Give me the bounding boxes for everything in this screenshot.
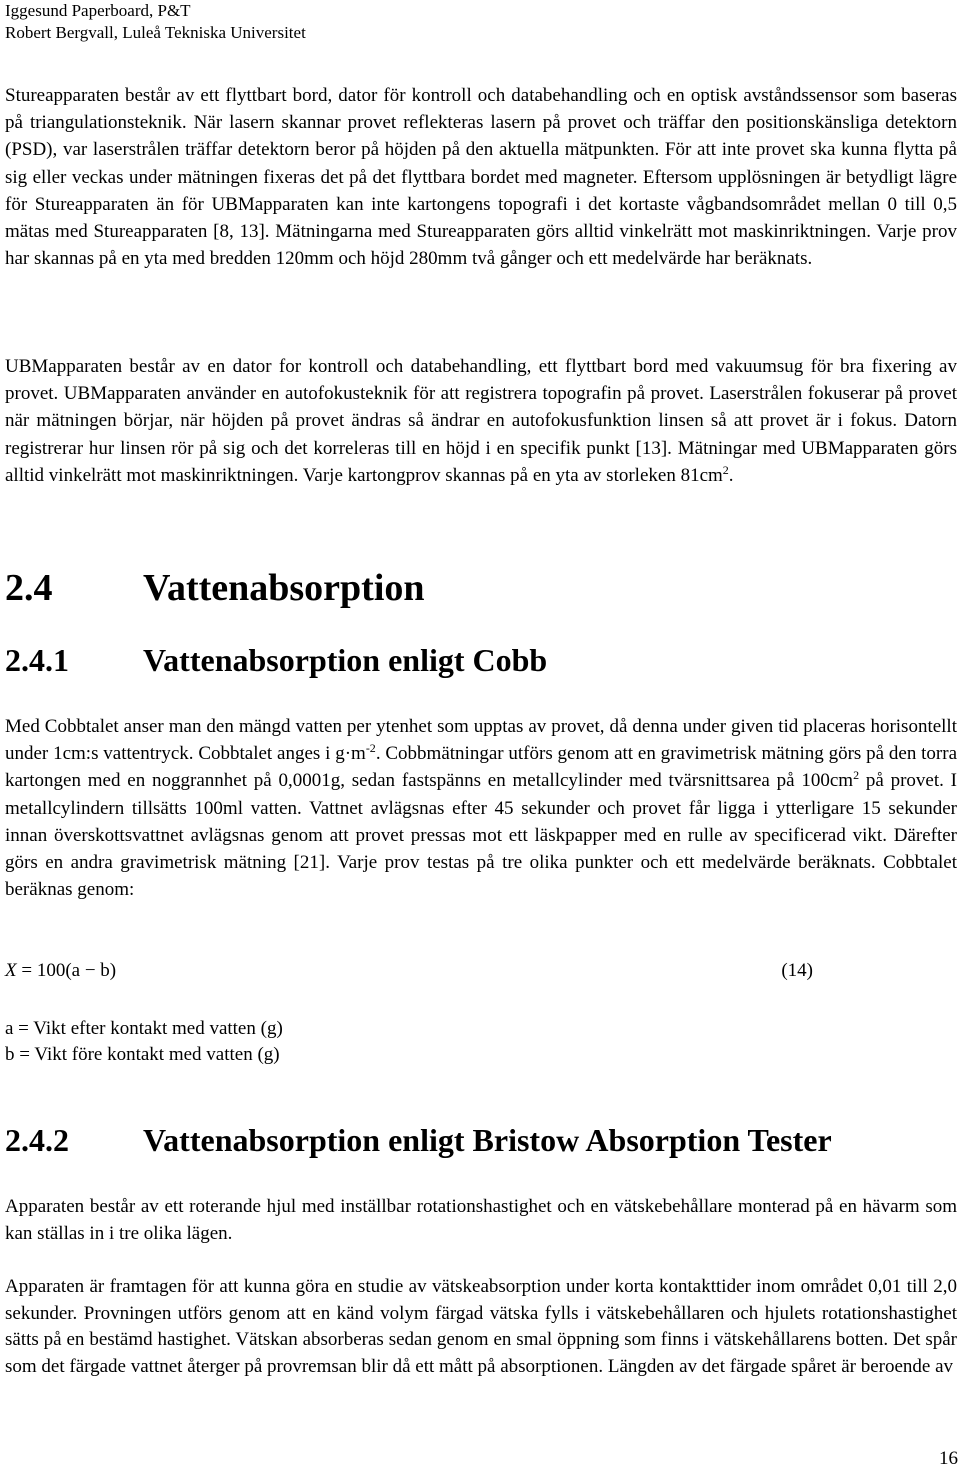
equation-number: (14)	[781, 960, 813, 981]
section-heading-2-4: 2.4 Vattenabsorption	[5, 567, 425, 609]
paragraph-cobb: Med Cobbtalet anser man den mängd vatten per ytenhet som upptas av provet, då denna under given tid placeras horisontellt under 1cm:s vattentryck. Cobbtalet anges i $g\cdot m^{-2}$. Cobbmätningar utförs genom att en gravimetrisk mätning görs på den torra kartongen med en noggrannhet på 0,0001g, sedan fastspänns en metallcylinder med tvärsnittsarea på $100cm^2$ på provet. I metallcylindern tillsätts 100ml vatten. Vattnet avlägsnas efter 45 sekunder och provet får ligga i ytterligare 15 sekunder innan överskottsvattnet avlägsnas genom att provet pressas mot ett läskpapper med en rulle av specificerad vikt. Därefter görs en andra gravimetrisk mätning [21]. Varje prov testas på tre olika punkter och ett medelvärde beräknats. Cobbtalet beräknas genom:	[5, 716, 957, 901]
paragraph-apparaten: Apparaten består av ett roterande hjul med inställbar rotationshastighet och en vätskebehållare monterad på en hävarm som kan ställas in i tre olika lägen.	[5, 1196, 957, 1244]
formula-lhs: X	[5, 960, 17, 981]
section-heading-2-4-1: 2.4.1 Vattenabsorption enligt Cobb	[5, 642, 548, 678]
paragraph-ubmapparaten: UBMapparaten består av en dator for kontroll och databehandling, ett flyttbart bord med vakuumsug för bra fixering av provet. UBMapparaten använder en autofokusteknik för att registrera topografin på provet. Laserstrålen fokuserar på provet när mätningen börjar, när höjden på provet ändras så ändrar en autofokusfunktion linsen så att provet är i fokus. Datorn registrerar hur linsen rör på sig och det korreleras till en höjd i en specifik punkt [13]. Mätningar med UBMapparaten görs alltid vinkelrätt mot maskinriktningen. Varje kartongprov skannas på en yta av storleken $81cm^2$.	[5, 356, 957, 486]
page-header	[5, 0, 306, 44]
page-number: 16	[939, 1448, 958, 1469]
cobb-formula	[5, 958, 813, 984]
header-company: Iggesund Paperboard, P&T	[5, 1, 191, 20]
paragraph-stureapparaten: Stureapparaten består av ett flyttbart bord, dator för kontroll och databehandling och en optisk avståndssensor som baseras på triangulationsteknik. När lasern skannar provet reflekteras lasern på provet och träffar den positionskänsliga detektorn (PSD), var laserstrålen träffar detektorn beror på höjden på den aktuella mätpunkten. För att inte provet ska kunna flytta på sig eller veckas under mätningen fixeras det på det flyttbara bordet med magneter. Eftersom upplösningen är betydligt lägre för Stureapparaten än för UBMapparaten kan inte kartongens topografi i det kortaste vågbandsområdet mellan 0 till 0,5 mätas med Stureapparaten [8, 13]. Mätningarna med Stureapparaten görs alltid vinkelrätt mot maskinriktningen. Varje prov har skannas på en yta med bredden 120mm och höjd 280mm två gånger och ett medelvärde har beräknats.	[5, 85, 957, 270]
formula-rhs: = 100(a − b)	[16, 960, 117, 981]
paragraph-bristow: Apparaten är framtagen för att kunna göra en studie av vätskeabsorption under korta kontakttider inom området 0,01 till 2,0 sekunder. Provningen utförs genom att en känd volym färgad vätska fylls i vätskebehållaren och hjulets rotationshastighet sätts på en bestämd hastighet. Vätskan absorberas sedan genom en smal öppning som finns i vätskehållarens botten. Det spår som det färgade vattnet återger på provremsan blir då ett mått på absorptionen. Längden av det färgade spåret är beroende av	[5, 1276, 957, 1377]
definition-b: b = Vikt före kontakt med vatten (g)	[5, 1044, 280, 1065]
definition-a: a = Vikt efter kontakt med vatten (g)	[5, 1018, 283, 1039]
header-author: Robert Bergvall, Luleå Tekniska Universitet	[5, 23, 306, 42]
section-heading-2-4-2: 2.4.2 Vattenabsorption enligt Bristow Absorption Tester	[5, 1122, 832, 1158]
formula-definitions	[5, 1016, 283, 1068]
